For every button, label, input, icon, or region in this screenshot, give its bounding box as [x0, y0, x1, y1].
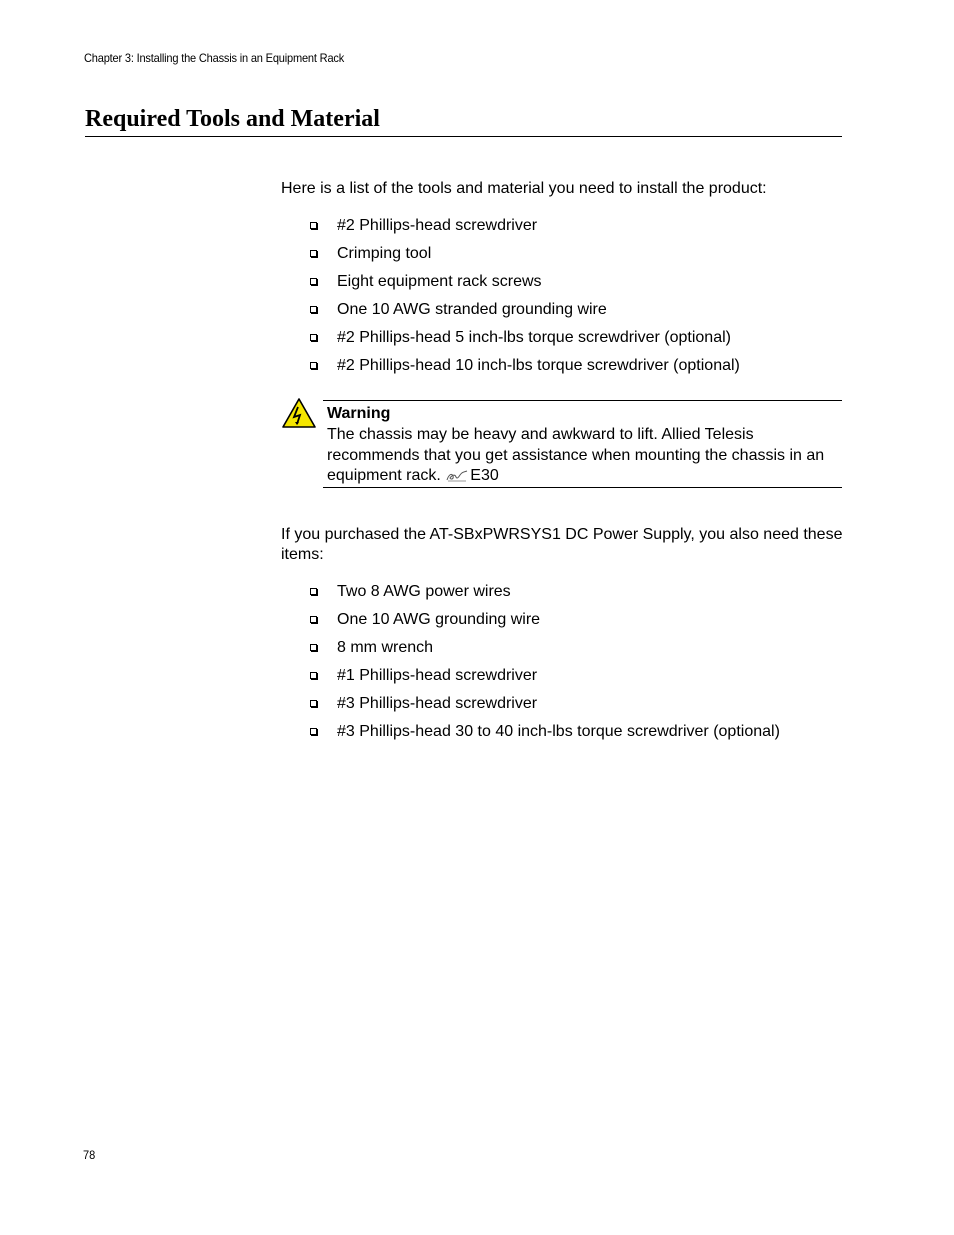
- list-item-text: Crimping tool: [337, 245, 432, 263]
- warning-notice: [281, 400, 842, 488]
- checkbox-bullet-icon: [310, 644, 317, 651]
- checkbox-bullet-icon: [310, 278, 317, 285]
- list-item-text: #1 Phillips-head screwdriver: [337, 667, 538, 685]
- list-item-text: Two 8 AWG power wires: [337, 583, 511, 600]
- warning-message: The chassis may be heavy and awkward to lift. Allied Telesis recommends that you get assistance when mounting the chassis in an equipment rack.: [327, 426, 825, 484]
- checkbox-bullet-icon: [310, 362, 317, 369]
- checkbox-bullet-icon: [310, 588, 317, 595]
- intro-paragraph: Here is a list of the tools and material you need to install the product:: [281, 180, 767, 197]
- checkbox-bullet-icon: [310, 250, 317, 257]
- dc-intro-paragraph: If you purchased the AT-SBxPWRSYS1 DC Power Supply, you also need these items:: [281, 526, 843, 563]
- list-item-text: #2 Phillips-head screwdriver: [337, 217, 538, 234]
- warning-text: [327, 425, 839, 487]
- checkbox-bullet-icon: [310, 700, 317, 707]
- list-item-text: Eight equipment rack screws: [337, 273, 542, 291]
- list-item-text: #2 Phillips-head 10 inch-lbs torque screwdriver (optional): [337, 357, 740, 375]
- section-title: Required Tools and Material: [85, 106, 842, 137]
- checkbox-bullet-icon: [310, 672, 317, 679]
- electrical-hazard-icon: [281, 397, 317, 429]
- checkbox-bullet-icon: [310, 616, 317, 623]
- checkbox-bullet-icon: [310, 222, 317, 229]
- list-item-text: #2 Phillips-head 5 inch-lbs torque screwdriver (optional): [337, 329, 731, 347]
- signature-glyph-icon: [446, 470, 468, 482]
- list-item-text: One 10 AWG stranded grounding wire: [337, 301, 607, 319]
- checkbox-bullet-icon: [310, 306, 317, 313]
- checkbox-bullet-icon: [310, 728, 317, 735]
- running-header: Chapter 3: Installing the Chassis in an Equipment Rack: [84, 51, 345, 65]
- page-number: 78: [83, 1148, 96, 1162]
- warning-code: E30: [470, 467, 499, 484]
- list-item-text: #3 Phillips-head 30 to 40 inch-lbs torque screwdriver (optional): [337, 723, 780, 741]
- list-item-text: 8 mm wrench: [337, 639, 434, 657]
- list-item-text: #3 Phillips-head screwdriver: [337, 695, 538, 713]
- warning-title: Warning: [327, 405, 391, 422]
- warning-body: [323, 400, 842, 488]
- list-item-text: One 10 AWG grounding wire: [337, 611, 541, 629]
- checkbox-bullet-icon: [310, 334, 317, 341]
